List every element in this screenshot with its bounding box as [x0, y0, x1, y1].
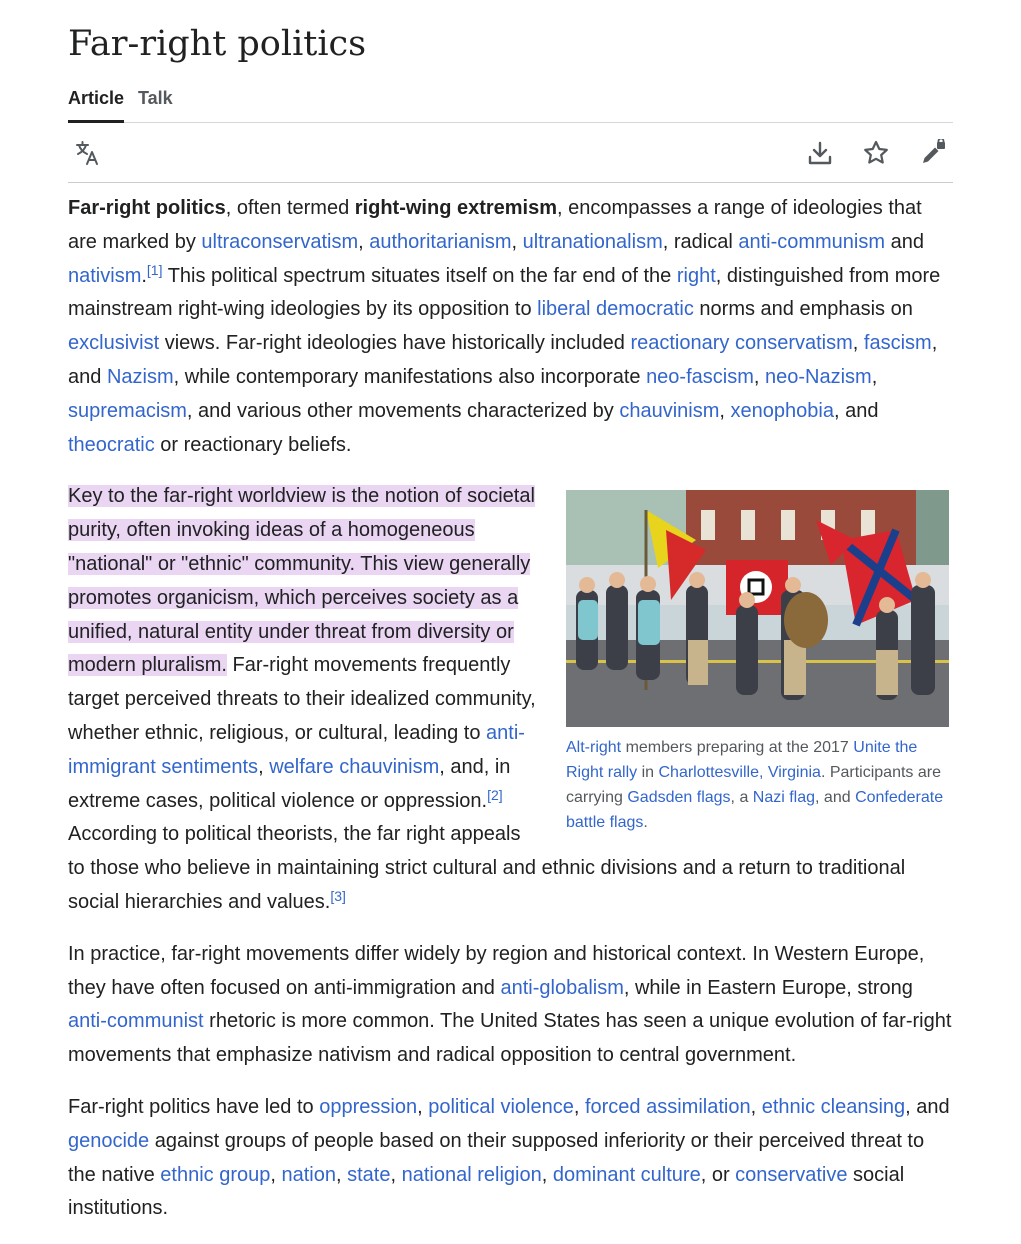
link-exclusivist[interactable]: exclusivist — [68, 332, 160, 355]
text-run: , — [390, 1163, 402, 1186]
bold-term: right-wing extremism — [354, 197, 558, 219]
text-run: and — [885, 230, 924, 253]
paragraph-intro — [68, 192, 953, 462]
link-liberal-democratic[interactable]: liberal democratic — [537, 298, 694, 321]
link-alt-right[interactable]: Alt-right — [566, 739, 622, 757]
text-run: , — [719, 399, 731, 422]
text-run: According to political theorists, the far right appeals to those who believe in maintaining strict cultural and ethnic divisions and a return to traditional social hierarchies and values. — [68, 823, 906, 913]
text-run: , and, in extreme cases, political violence or oppression. — [68, 755, 511, 812]
citation-link[interactable]: [3] — [330, 887, 346, 904]
text-run: , and — [905, 1095, 950, 1118]
link-welfare-chauvinism[interactable]: welfare chauvinism — [269, 755, 440, 778]
text-run: , — [417, 1095, 429, 1118]
link-nazism[interactable]: Nazism — [106, 365, 174, 388]
page-toolbar — [68, 122, 953, 183]
link-confederate-battle-flags[interactable]: Confederate battle flags — [566, 789, 944, 832]
link-anti-immigrant-sentiments[interactable]: anti-immigrant sentiments — [68, 721, 525, 778]
citation — [330, 888, 346, 904]
text-run: , — [573, 1095, 585, 1118]
link-authoritarianism[interactable]: authoritarianism — [369, 230, 512, 253]
link-unite-the-right-rally[interactable]: Unite the Right rally — [566, 739, 918, 782]
citation — [487, 787, 503, 803]
language-icon[interactable] — [71, 136, 105, 170]
text-run: , — [852, 332, 864, 355]
link-nation[interactable]: nation — [281, 1163, 336, 1186]
text-run: norms and emphasis on — [693, 298, 913, 321]
citation — [147, 262, 163, 278]
link-neo-nazism[interactable]: neo-Nazism — [765, 365, 872, 388]
text-run: views. Far-right ideologies have historically included — [159, 332, 631, 355]
paragraph-worldview — [68, 480, 953, 919]
text-run: social institutions. — [68, 1163, 905, 1220]
text-run: , — [270, 1163, 282, 1186]
bold-term: Far-right politics — [68, 197, 226, 219]
link-chauvinism[interactable]: chauvinism — [619, 399, 720, 422]
namespace-tabs — [68, 86, 953, 123]
link-anti-globalism[interactable]: anti-globalism — [500, 976, 624, 999]
text-run: against groups of people based on their supposed inferiority or their perceived threat to the native — [68, 1129, 925, 1186]
text-run: , — [358, 230, 370, 253]
link-reactionary-conservatism[interactable]: reactionary conservatism — [630, 332, 853, 355]
text-run: , and — [833, 399, 879, 422]
text-run: , often termed — [225, 197, 355, 219]
text-run: . Participants are carrying — [566, 764, 941, 807]
text-run: , — [336, 1163, 348, 1186]
text-run: , and — [68, 332, 938, 388]
text-run: members preparing at the 2017 — [621, 739, 854, 757]
text-run: , — [511, 230, 523, 253]
text-run: , radical — [662, 230, 739, 253]
text-run: or reactionary beliefs. — [154, 433, 352, 456]
link-genocide[interactable]: genocide — [68, 1129, 150, 1152]
text-run: , encompasses a range of ideologies that are marked by — [68, 197, 922, 253]
citation-link[interactable]: [2] — [487, 786, 503, 803]
text-run: , — [258, 755, 270, 778]
paragraph-consequences — [68, 1091, 953, 1226]
text-run: , — [753, 365, 765, 388]
text-run: , — [750, 1095, 762, 1118]
infobox-figure — [566, 490, 949, 835]
edit-lock-icon[interactable] — [916, 136, 950, 170]
text-run: , and — [815, 789, 856, 807]
text-run: , while contemporary manifestations also incorporate — [173, 365, 647, 388]
text-run: . — [141, 264, 147, 287]
link-ethnic-group[interactable]: ethnic group — [160, 1163, 271, 1186]
rally-photo-illustration — [566, 490, 949, 727]
article-body — [68, 192, 953, 1244]
text-run: This political spectrum situates itself on the far end of the — [162, 264, 677, 287]
text-run: , — [871, 365, 878, 388]
link-anti-communist[interactable]: anti-communist — [68, 1010, 204, 1033]
link-anti-communism[interactable]: anti-communism — [738, 230, 886, 253]
tab-talk[interactable]: Talk — [138, 88, 173, 108]
link-oppression[interactable]: oppression — [319, 1095, 418, 1118]
highlighted-text: Key to the far-right worldview is the notion of societal purity, often invoking ideas of a homogeneous "national" or "ethnic" community. This view generally promotes organicism, which perceives society as a unified, natural entity under threat from diversity or modern pluralism. — [68, 485, 535, 677]
link-xenophobia[interactable]: xenophobia — [730, 399, 834, 422]
text-run: , and various other movements characterized by — [186, 399, 620, 422]
link-national-religion[interactable]: national religion — [401, 1163, 542, 1186]
link-state[interactable]: state — [347, 1163, 391, 1186]
link-forced-assimilation[interactable]: forced assimilation — [584, 1095, 751, 1118]
link-political-violence[interactable]: political violence — [428, 1095, 574, 1118]
text-run: , or — [700, 1163, 736, 1186]
link-ultranationalism[interactable]: ultranationalism — [522, 230, 663, 253]
link-supremacism[interactable]: supremacism — [68, 399, 187, 422]
link-ethnic-cleansing[interactable]: ethnic cleansing — [761, 1095, 906, 1118]
text-run: Far-right movements frequently target perceived threats to their idealized community, whether ethnic, religious, or cultural, leading to — [68, 654, 536, 744]
link-charlottesville-virginia[interactable]: Charlottesville, Virginia — [658, 764, 821, 782]
text-run: rhetoric is more common. The United States has seen a unique evolution of far-right movements that emphasize nativism and radical opposition to central government. — [68, 1010, 952, 1067]
link-ultraconservatism[interactable]: ultraconservatism — [201, 230, 359, 253]
link-right[interactable]: right — [676, 264, 716, 287]
link-dominant-culture[interactable]: dominant culture — [552, 1163, 701, 1186]
rally-photo[interactable] — [566, 490, 949, 727]
tab-article[interactable]: Article — [68, 86, 124, 123]
paragraph-practice — [68, 938, 953, 1073]
link-theocratic[interactable]: theocratic — [68, 433, 155, 456]
link-nazi-flag[interactable]: Nazi flag — [752, 789, 816, 807]
text-run: in — [637, 764, 659, 782]
link-fascism[interactable]: fascism — [863, 332, 932, 355]
text-run: , distinguished from more mainstream right-wing ideologies by its opposition to — [68, 264, 941, 321]
link-nativism[interactable]: nativism — [68, 264, 142, 287]
figure-caption — [566, 735, 949, 835]
text-run: , a — [730, 789, 753, 807]
text-run: . — [643, 814, 648, 832]
link-neo-fascism[interactable]: neo-fascism — [646, 365, 754, 388]
download-icon[interactable] — [803, 136, 837, 170]
page-title: Far-right politics — [68, 24, 367, 64]
text-run: Far-right politics have led to — [68, 1095, 320, 1118]
link-gadsden-flags[interactable]: Gadsden flags — [627, 789, 731, 807]
link-conservative[interactable]: conservative — [735, 1163, 848, 1186]
text-run: , — [541, 1163, 553, 1186]
citation-link[interactable]: [1] — [146, 261, 163, 278]
star-icon[interactable] — [859, 136, 893, 170]
text-run: In practice, far-right movements differ widely by region and historical context. In Western Europe, they have often focused on anti-immigration and — [68, 942, 925, 999]
text-run: , while in Eastern Europe, strong — [623, 976, 913, 999]
